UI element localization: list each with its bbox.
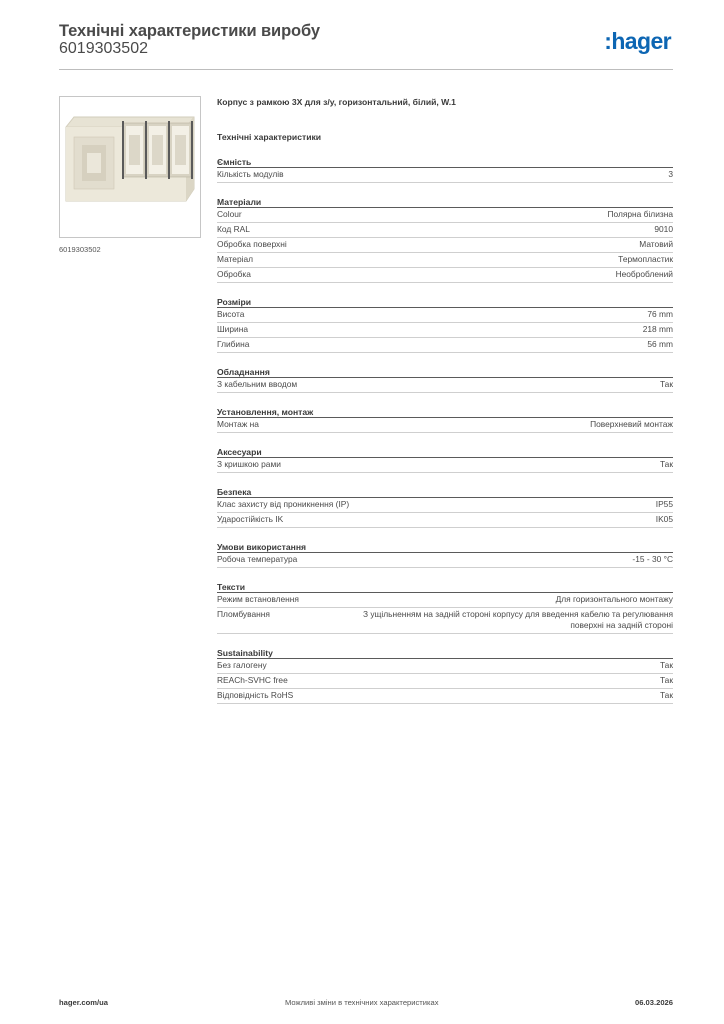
spec-value: IP55 — [655, 499, 673, 509]
spec-group — [217, 196, 673, 283]
spec-label: Ударостійкість IK — [217, 514, 284, 524]
footer-website: hager.com/ua — [59, 998, 108, 1007]
product-photo-icon — [60, 97, 200, 237]
document-title: Технічні характеристики виробу — [59, 22, 320, 40]
spec-group — [217, 581, 673, 634]
spec-row — [217, 168, 673, 183]
spec-value: IK05 — [655, 514, 673, 524]
image-caption: 6019303502 — [59, 245, 101, 254]
product-title: Корпус з рамкою 3X для з/у, горизонтальний, білий, W.1 — [217, 97, 456, 107]
spec-value: Термопластик — [618, 254, 673, 264]
spec-row — [217, 223, 673, 238]
spec-group-heading: Розміри — [217, 296, 673, 308]
spec-label: Відповідність RoHS — [217, 690, 294, 700]
spec-label: Без галогену — [217, 660, 267, 670]
spec-group — [217, 647, 673, 704]
product-number: 6019303502 — [59, 40, 148, 57]
spec-row — [217, 458, 673, 473]
spec-value: 218 mm — [642, 324, 673, 334]
spec-group-heading: Умови використання — [217, 541, 673, 553]
spec-value: Для горизонтального монтажу — [555, 594, 673, 604]
spec-row — [217, 659, 673, 674]
spec-value: Полярна білизна — [607, 209, 673, 219]
spec-label: Монтаж на — [217, 419, 259, 429]
page-header — [59, 22, 673, 70]
spec-groups — [217, 156, 673, 704]
spec-label: Обробка — [217, 269, 251, 279]
spec-group-heading: Sustainability — [217, 647, 673, 659]
spec-value: Так — [659, 660, 673, 670]
spec-label: Режим встановлення — [217, 594, 299, 604]
spec-group — [217, 296, 673, 353]
spec-row — [217, 689, 673, 704]
spec-group-heading: Матеріали — [217, 196, 673, 208]
spec-content — [217, 96, 673, 704]
spec-label: З кришкою рами — [217, 459, 281, 469]
spec-value: Так — [659, 459, 673, 469]
spec-value: Так — [659, 675, 673, 685]
spec-label: Colour — [217, 209, 242, 219]
spec-value: Необроблений — [615, 269, 673, 279]
spec-value: -15 - 30 °C — [632, 554, 673, 564]
spec-value: Так — [659, 379, 673, 389]
spec-group — [217, 366, 673, 393]
spec-row — [217, 498, 673, 513]
spec-group-heading: Тексти — [217, 581, 673, 593]
spec-value: 9010 — [654, 224, 673, 234]
spec-group-heading: Обладнання — [217, 366, 673, 378]
spec-value: 76 mm — [647, 309, 673, 319]
spec-group — [217, 156, 673, 183]
footer-disclaimer: Можливі зміни в технічних характеристиках — [285, 998, 439, 1007]
spec-row — [217, 238, 673, 253]
spec-label: Кількість модулів — [217, 169, 284, 179]
spec-label: Висота — [217, 309, 245, 319]
spec-row — [217, 308, 673, 323]
spec-row — [217, 418, 673, 433]
spec-section-title: Технічні характеристики — [217, 132, 322, 142]
spec-row — [217, 208, 673, 223]
spec-group — [217, 406, 673, 433]
spec-row — [217, 513, 673, 528]
spec-label: Робоча температура — [217, 554, 298, 564]
spec-row — [217, 338, 673, 353]
spec-label: Матеріал — [217, 254, 254, 264]
hager-logo: :hager — [604, 28, 671, 54]
spec-group-heading: Ємність — [217, 156, 673, 168]
spec-label: Клас захисту від проникнення (IP) — [217, 499, 350, 509]
spec-label: З кабельним вводом — [217, 379, 298, 389]
spec-row — [217, 253, 673, 268]
spec-label: Глибина — [217, 339, 250, 349]
page-footer — [59, 998, 673, 1010]
product-image — [59, 96, 201, 238]
spec-row — [217, 323, 673, 338]
spec-group-heading: Установлення, монтаж — [217, 406, 673, 418]
spec-group — [217, 541, 673, 568]
spec-row — [217, 593, 673, 608]
spec-label: Пломбування — [217, 609, 270, 619]
spec-row — [217, 268, 673, 283]
spec-group — [217, 446, 673, 473]
spec-value: 56 mm — [647, 339, 673, 349]
spec-row — [217, 553, 673, 568]
spec-label: REACh-SVHC free — [217, 675, 288, 685]
spec-group — [217, 486, 673, 528]
spec-label: Обробка поверхні — [217, 239, 287, 249]
spec-value: З ущільненням на задній стороні корпусу для введення кабелю та регулювання поверхні на задній стороні — [362, 609, 673, 630]
spec-row — [217, 378, 673, 393]
spec-value: Поверхневий монтаж — [590, 419, 673, 429]
spec-value: Так — [659, 690, 673, 700]
spec-row — [217, 608, 673, 634]
spec-value: Матовий — [639, 239, 673, 249]
spec-label: Ширина — [217, 324, 248, 334]
spec-value: 3 — [668, 169, 673, 179]
footer-date: 06.03.2026 — [634, 998, 673, 1007]
spec-row — [217, 674, 673, 689]
spec-label: Код RAL — [217, 224, 250, 234]
spec-group-heading: Безпека — [217, 486, 673, 498]
spec-group-heading: Аксесуари — [217, 446, 673, 458]
